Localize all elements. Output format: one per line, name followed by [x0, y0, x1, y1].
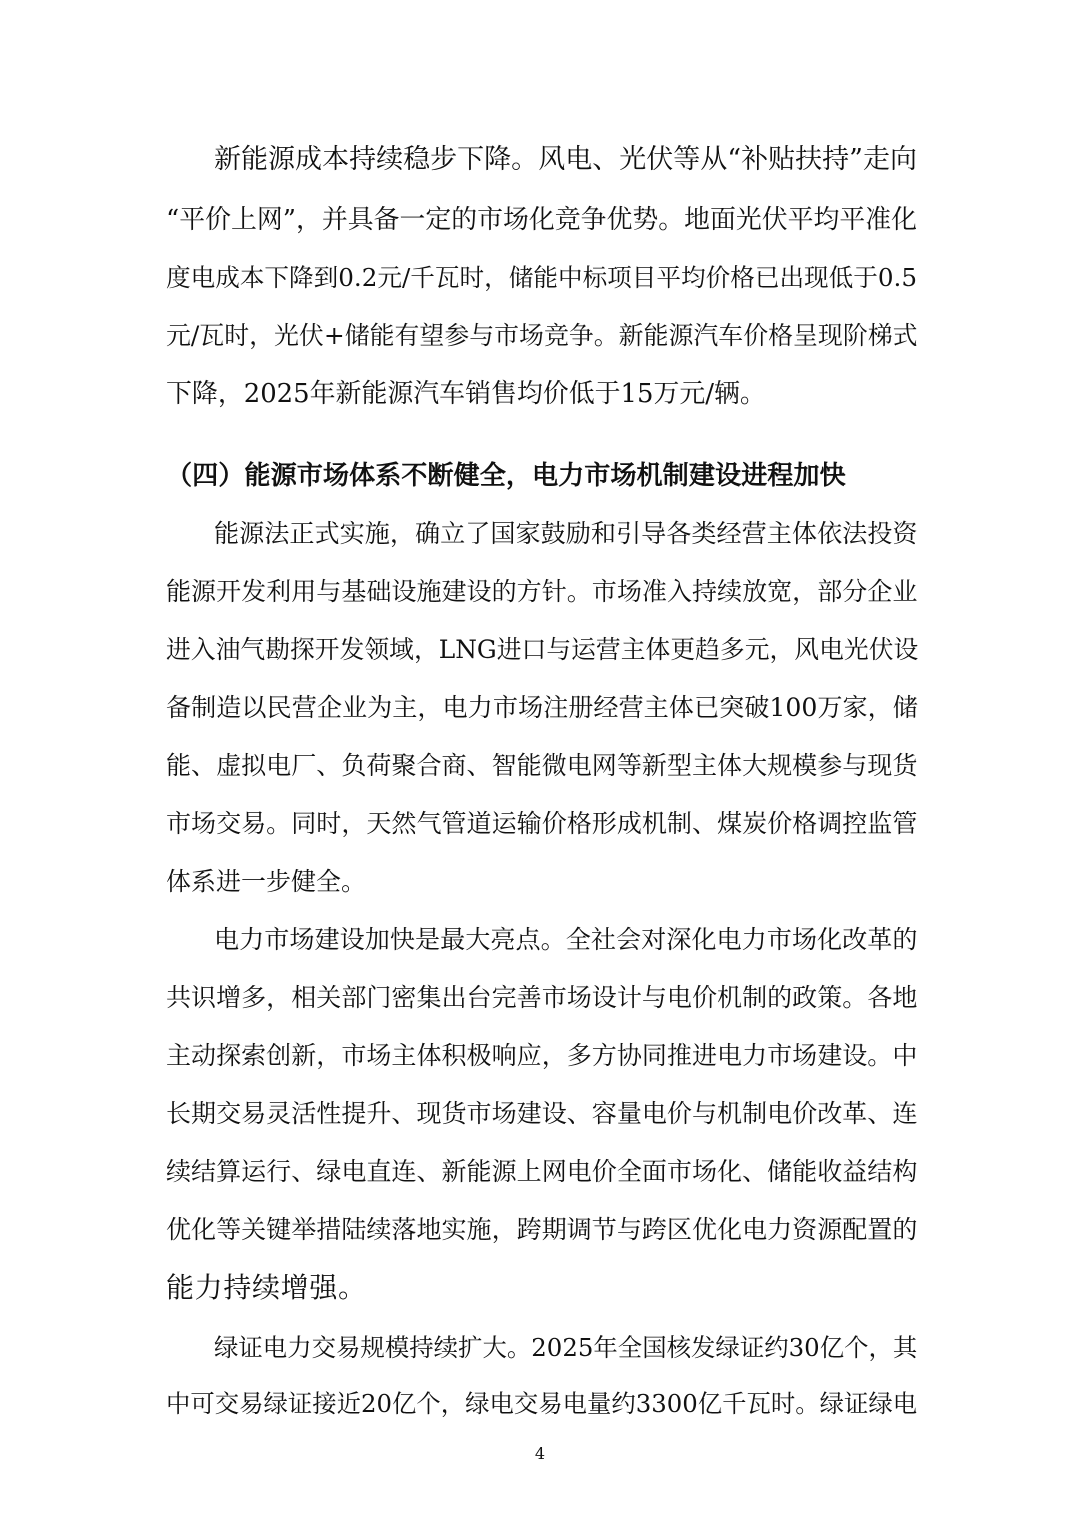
text-line: 元/瓦时，光伏+储能有望参与市场竞争。新能源汽车价格呈现阶梯式 [166, 321, 918, 350]
text-line: 能力持续增强。 [166, 1271, 367, 1304]
text-line: “平价上网”，并具备一定的市场化竞争优势。地面光伏平均平准化 [166, 205, 917, 235]
text-line: 优化等关键举措陆续落地实施，跨期调节与跨区优化电力资源配置的 [166, 1215, 918, 1244]
text-line: 能源开发利用与基础设施建设的方针。市场准入持续放宽，部分企业 [166, 577, 918, 606]
text-line: 体系进一步健全。 [166, 867, 367, 896]
page-number: 4 [534, 1444, 546, 1463]
text-line: 市场交易。同时，天然气管道运输价格形成机制、煤炭价格调控监管 [166, 809, 918, 838]
text-line: 能、虚拟电厂、负荷聚合商、智能微电网等新型主体大规模参与现货 [166, 751, 918, 780]
text-line: 度电成本下降到0.2元/千瓦时，储能中标项目平均价格已出现低于0.5 [166, 263, 918, 292]
text-line: 下降，2025年新能源汽车销售均价低于15万元/辆。 [166, 379, 766, 409]
text-line: 电力市场建设加快是最大亮点。全社会对深化电力市场化改革的 [214, 925, 918, 954]
text-line: 续结算运行、绿电直连、新能源上网电价全面市场化、储能收益结构 [166, 1157, 918, 1186]
text-line: 主动探索创新，市场主体积极响应，多方协同推进电力市场建设。中 [166, 1041, 918, 1070]
text-line: 能源法正式实施，确立了国家鼓励和引导各类经营主体依法投资 [214, 519, 918, 548]
text-line: 长期交易灵活性提升、现货市场建设、容量电价与机制电价改革、连 [166, 1099, 918, 1128]
text-line: 新能源成本持续稳步下降。风电、光伏等从“补贴扶持”走向 [214, 144, 918, 175]
text-line: 中可交易绿证接近20亿个，绿电交易电量约3300亿千瓦时。绿证绿电 [166, 1389, 918, 1418]
text-line: 备制造以民营企业为主，电力市场注册经营主体已突破100万家，储 [166, 693, 918, 722]
section-heading: （四）能源市场体系不断健全，电力市场机制建设进程加快 [166, 460, 846, 491]
text-line: 共识增多，相关部门密集出台完善市场设计与电价机制的政策。各地 [166, 983, 918, 1012]
text-line: 绿证电力交易规模持续扩大。2025年全国核发绿证约30亿个，其 [214, 1333, 918, 1362]
text-line: 进入油气勘探开发领域，LNG进口与运营主体更趋多元，风电光伏设 [166, 635, 919, 664]
